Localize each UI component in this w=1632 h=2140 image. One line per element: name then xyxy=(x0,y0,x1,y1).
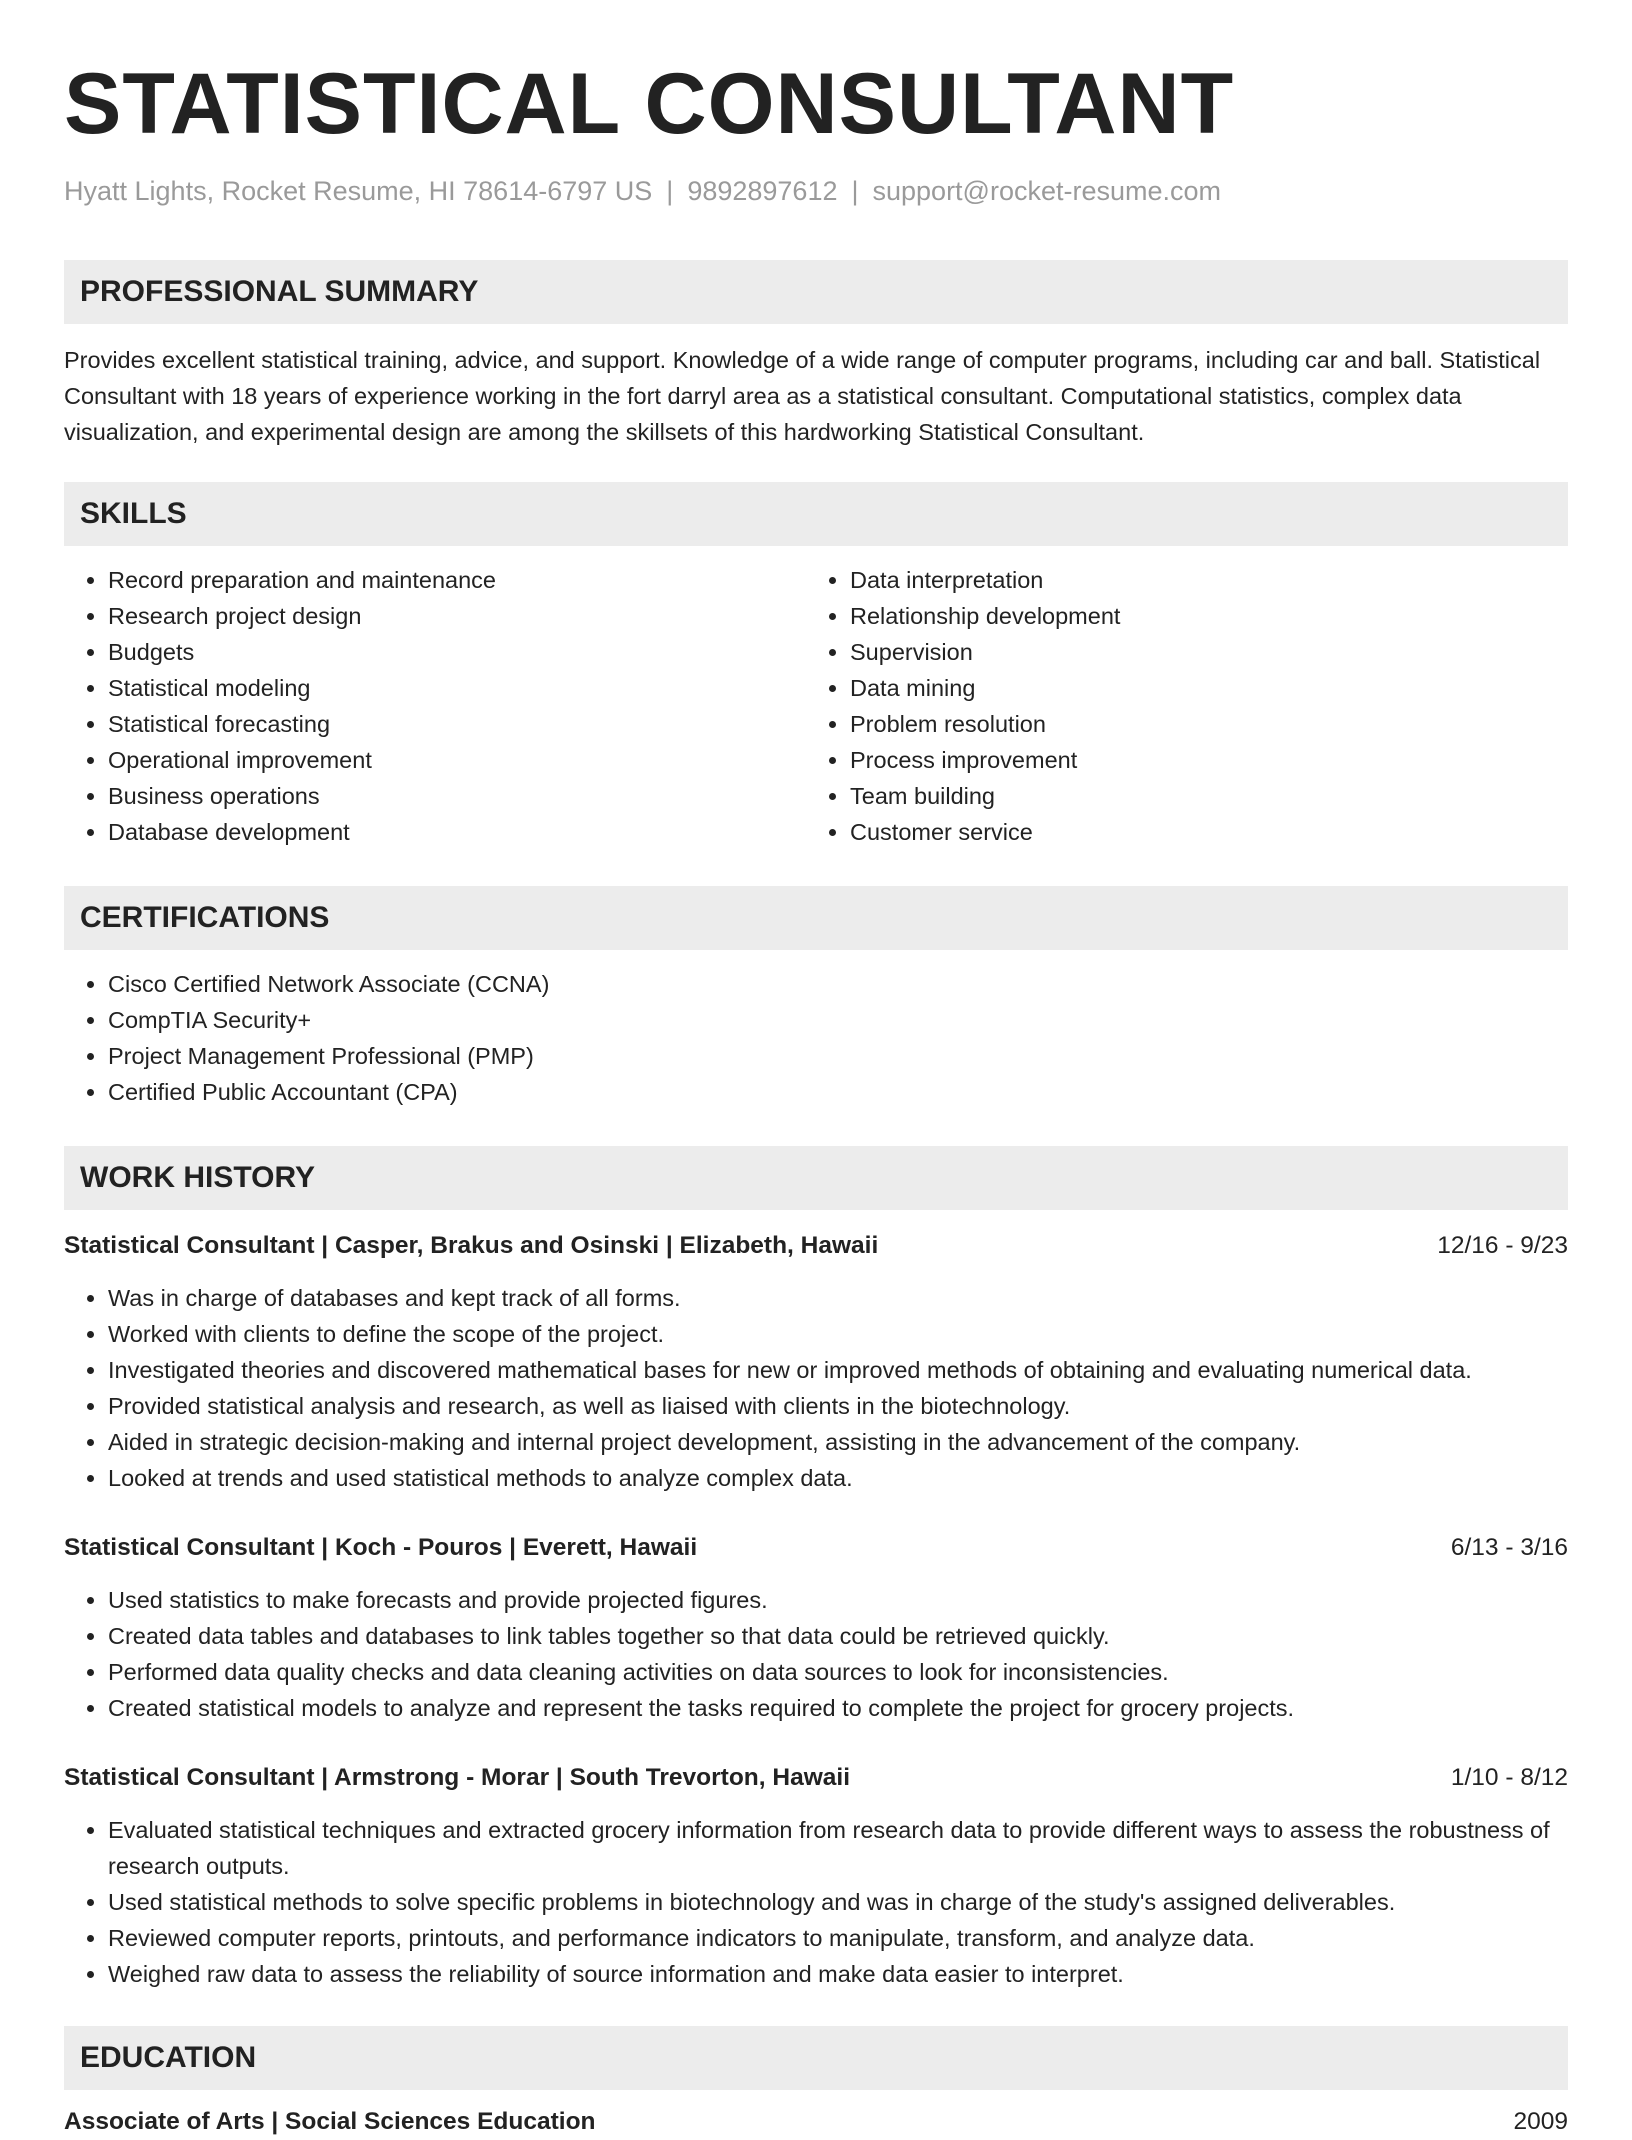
list-item: • Weighed raw data to assess the reliability of source information and make data easier to interpret. xyxy=(108,1956,1568,1992)
contact-line xyxy=(64,174,1568,208)
job-dates: 1/10 - 8/12 xyxy=(1450,1764,1568,1791)
job-bullets xyxy=(64,1280,1568,1496)
contact-separator: | xyxy=(666,176,674,206)
list-item: • Data interpretation xyxy=(850,562,1548,598)
list-item: • CompTIA Security+ xyxy=(108,1002,1568,1038)
list-item: • Worked with clients to define the scope of the project. xyxy=(108,1316,1568,1352)
list-item: • Aided in strategic decision-making and internal project development, assisting in the advancement of the company. xyxy=(108,1424,1568,1460)
contact-phone: 9892897612 xyxy=(687,176,838,206)
work-history-list xyxy=(64,1228,1568,1992)
job-heading-row xyxy=(64,1530,1568,1566)
list-item: • Reviewed computer reports, printouts, and performance indicators to manipulate, transform, and analyze data. xyxy=(108,1920,1568,1956)
job-bullets xyxy=(64,1812,1568,1992)
job-dates: 6/13 - 3/16 xyxy=(1450,1534,1568,1561)
education-degree: Associate of Arts | Social Sciences Education xyxy=(64,2108,596,2135)
skills-list-left xyxy=(64,562,806,850)
job-dates: 12/16 - 9/23 xyxy=(1437,1232,1568,1259)
list-item: • Data mining xyxy=(850,670,1548,706)
list-item: • Budgets xyxy=(108,634,806,670)
list-item: • Used statistical methods to solve specific problems in biotechnology and was in charge of the study's assigned deliverables. xyxy=(108,1884,1568,1920)
job-entry xyxy=(64,1530,1568,1726)
job-heading-row xyxy=(64,1228,1568,1264)
summary-text: Provides excellent statistical training, advice, and support. Knowledge of a wide range of computer programs, including car and ball. Statistical Consultant with 18 years of experience working in the fort darryl area as a statistical consultant. Computational statistics, complex data visualization, and experimental design are among the skillsets of this hardworking Statistical Consultant. xyxy=(64,347,1541,445)
list-item: • Cisco Certified Network Associate (CCNA) xyxy=(108,966,1568,1002)
list-item: • Problem resolution xyxy=(850,706,1548,742)
list-item: • Performed data quality checks and data cleaning activities on data sources to look for inconsistencies. xyxy=(108,1654,1568,1690)
section-header-skills: SKILLS xyxy=(64,482,1568,546)
list-item: • Team building xyxy=(850,778,1548,814)
list-item: • Created statistical models to analyze and represent the tasks required to complete the project for grocery projects. xyxy=(108,1690,1568,1726)
list-item: • Relationship development xyxy=(850,598,1548,634)
job-title: Statistical Consultant | Koch - Pouros | Everett, Hawaii xyxy=(64,1534,698,1561)
section-header-education: EDUCATION xyxy=(64,2026,1568,2090)
skills-list-right xyxy=(806,562,1548,850)
job-entry xyxy=(64,1760,1568,1992)
list-item: • Statistical modeling xyxy=(108,670,806,706)
contact-email[interactable]: support@rocket-resume.com xyxy=(872,176,1222,206)
list-item: • Operational improvement xyxy=(108,742,806,778)
list-item: • Used statistics to make forecasts and provide projected figures. xyxy=(108,1582,1568,1618)
list-item: • Statistical forecasting xyxy=(108,706,806,742)
job-bullets xyxy=(64,1582,1568,1726)
list-item: • Certified Public Accountant (CPA) xyxy=(108,1074,1568,1110)
job-entry xyxy=(64,1228,1568,1496)
list-item: • Created data tables and databases to link tables together so that data could be retrieved quickly. xyxy=(108,1618,1568,1654)
list-item: • Looked at trends and used statistical methods to analyze complex data. xyxy=(108,1460,1568,1496)
job-heading-row xyxy=(64,1760,1568,1796)
skills-grid xyxy=(64,562,1568,850)
list-item: • Database development xyxy=(108,814,806,850)
list-item: • Record preparation and maintenance xyxy=(108,562,806,598)
education-year: 2009 xyxy=(1513,2108,1568,2135)
list-item: • Was in charge of databases and kept track of all forms. xyxy=(108,1280,1568,1316)
list-item: • Business operations xyxy=(108,778,806,814)
resume-name: STATISTICAL CONSULTANT xyxy=(64,56,1235,152)
list-item: • Project Management Professional (PMP) xyxy=(108,1038,1568,1074)
list-item: • Supervision xyxy=(850,634,1548,670)
list-item: • Process improvement xyxy=(850,742,1548,778)
job-title: Statistical Consultant | Armstrong - Morar | South Trevorton, Hawaii xyxy=(64,1764,850,1791)
list-item: • Investigated theories and discovered mathematical bases for new or improved methods of obtaining and evaluating numerical data. xyxy=(108,1352,1568,1388)
list-item: • Customer service xyxy=(850,814,1548,850)
certifications-list xyxy=(64,966,1568,1110)
list-item: • Research project design xyxy=(108,598,806,634)
job-title: Statistical Consultant | Casper, Brakus and Osinski | Elizabeth, Hawaii xyxy=(64,1232,879,1259)
section-header-certifications: CERTIFICATIONS xyxy=(64,886,1568,950)
list-item: • Provided statistical analysis and research, as well as liaised with clients in the biotechnology. xyxy=(108,1388,1568,1424)
section-header-work-history: WORK HISTORY xyxy=(64,1146,1568,1210)
section-header-summary: PROFESSIONAL SUMMARY xyxy=(64,260,1568,324)
contact-separator: | xyxy=(851,176,859,206)
list-item: • Evaluated statistical techniques and extracted grocery information from research data to provide different ways to assess the robustness of research outputs. xyxy=(108,1812,1568,1884)
education-entry xyxy=(64,2104,1568,2140)
contact-address: Hyatt Lights, Rocket Resume, HI 78614-6797 US xyxy=(64,176,653,206)
